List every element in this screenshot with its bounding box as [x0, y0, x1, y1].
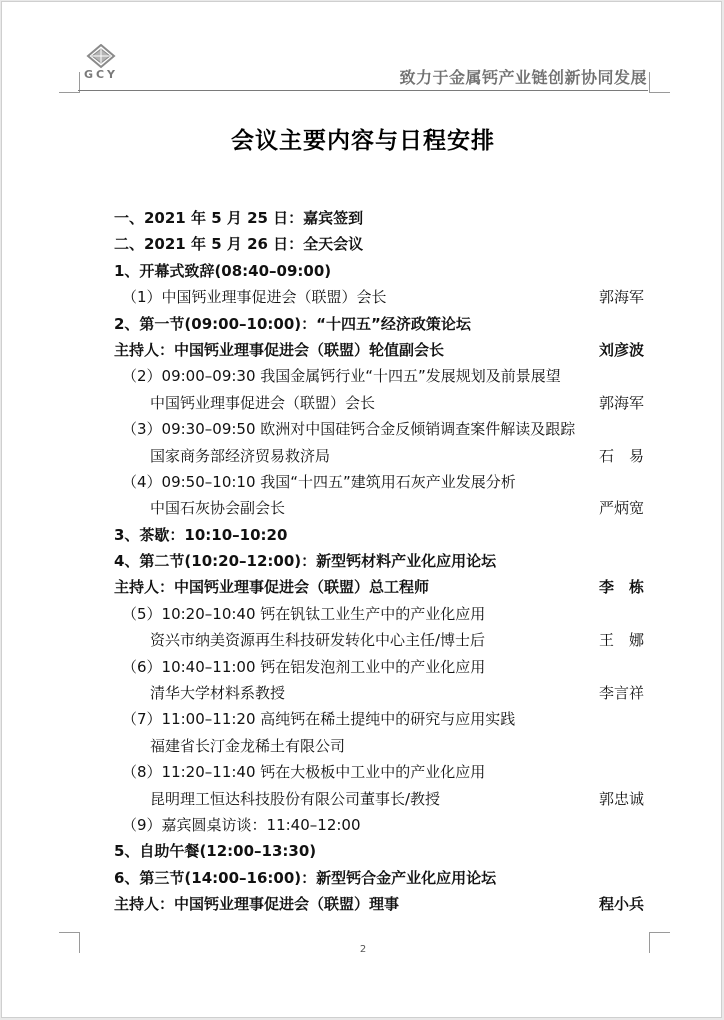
schedule-line-text: 中国钙业理事促进会（联盟）会长 [150, 393, 376, 412]
schedule-line-text: 主持人：中国钙业理事促进会（联盟）轮值副会长 [114, 340, 445, 359]
schedule-line [114, 865, 644, 891]
schedule-line [114, 548, 644, 574]
schedule-line [114, 205, 644, 231]
schedule-line-text: 5、自助午餐(12:00–13:30) [114, 842, 317, 861]
schedule-line [114, 522, 644, 548]
schedule-line-text: （5）10:20–10:40 钙在钒钛工业生产中的产业化应用 [122, 604, 486, 623]
schedule-line-text: 主持人：中国钙业理事促进会（联盟）理事 [114, 895, 400, 914]
schedule-line [114, 363, 644, 389]
schedule-line [114, 231, 644, 257]
speaker-name: 严炳宽 [598, 499, 644, 518]
document-title: 会议主要内容与日程安排 [231, 128, 495, 154]
schedule-line-text: （2）09:00–09:30 我国金属钙行业“十四五”发展规划及前景展望 [122, 367, 561, 386]
schedule-line-text: 3、茶歇：10:10–10:20 [114, 525, 288, 544]
header-rule [78, 90, 648, 91]
schedule-line [114, 416, 644, 442]
schedule-line [114, 733, 644, 759]
schedule-line [114, 654, 644, 680]
schedule-line-text: 福建省长汀金龙稀土有限公司 [150, 736, 346, 755]
schedule-line [114, 706, 644, 732]
logo-text: GCY [83, 68, 119, 80]
crop-mark-top-right [649, 72, 670, 93]
header-slogan: 致力于金属钙产业链创新协同发展 [399, 68, 647, 87]
schedule-line-text: 主持人：中国钙业理事促进会（联盟）总工程师 [114, 578, 430, 597]
schedule-line-text: 资兴市纳美资源再生科技研发转化中心主任/博士后 [150, 631, 486, 650]
speaker-name: 郭忠诚 [598, 789, 644, 808]
schedule-line-text: （9）嘉宾圆桌访谈：11:40–12:00 [122, 815, 361, 834]
schedule-line [114, 258, 644, 284]
speaker-name: 郭海军 [598, 393, 644, 412]
schedule-line [114, 812, 644, 838]
schedule-line-text: 国家商务部经济贸易救济局 [150, 446, 331, 465]
schedule-line-text: 一、2021 年 5 月 25 日：嘉宾签到 [114, 209, 364, 227]
schedule-line [114, 495, 644, 521]
speaker-name: 郭海军 [598, 288, 644, 307]
page-number: 2 [359, 944, 367, 955]
schedule-line-text: 6、第三节(14:00–16:00)：新型钙合金产业化应用论坛 [114, 868, 497, 887]
schedule-line-text: 清华大学材料系教授 [150, 684, 286, 703]
schedule-line [114, 311, 644, 337]
schedule-line-text: 二、2021 年 5 月 26 日：全天会议 [114, 235, 364, 254]
schedule-line [114, 443, 644, 469]
speaker-name: 李言祥 [598, 684, 644, 703]
speaker-name: 石 易 [598, 446, 644, 465]
schedule-line-text: （4）09:50–10:10 我国“十四五”建筑用石灰产业发展分析 [122, 472, 516, 491]
schedule-line [114, 786, 644, 812]
schedule-line [114, 891, 644, 917]
speaker-name: 刘彦波 [598, 340, 644, 359]
schedule-line-text: （6）10:40–11:00 钙在铝发泡剂工业中的产业化应用 [122, 657, 486, 676]
schedule-line-text: 4、第二节(10:20–12:00)：新型钙材料产业化应用论坛 [114, 552, 497, 571]
crop-mark-top-left [59, 72, 80, 93]
speaker-name: 王 娜 [598, 631, 644, 650]
schedule-line-text: （3）09:30–09:50 欧洲对中国硅钙合金反倾销调查案件解读及跟踪 [122, 420, 576, 439]
schedule-line [114, 469, 644, 495]
schedule-line [114, 759, 644, 785]
schedule-line [114, 390, 644, 416]
speaker-name: 李 栋 [598, 578, 644, 597]
schedule-line [114, 627, 644, 653]
schedule-list [114, 205, 644, 918]
schedule-line [114, 601, 644, 627]
schedule-line-text: （7）11:00–11:20 高纯钙在稀土提纯中的研究与应用实践 [122, 710, 516, 729]
schedule-line [114, 838, 644, 864]
schedule-line [114, 337, 644, 363]
schedule-line [114, 680, 644, 706]
schedule-line-text: 2、第一节(09:00–10:00)：“十四五”经济政策论坛 [114, 314, 471, 333]
schedule-line-text: 昆明理工恒达科技股份有限公司董事长/教授 [150, 789, 441, 808]
document-page [1, 1, 722, 1018]
schedule-line-text: 中国石灰协会副会长 [150, 499, 286, 518]
schedule-line [114, 574, 644, 600]
schedule-line [114, 284, 644, 310]
gcy-logo [78, 44, 124, 80]
schedule-line-text: （1）中国钙业理事促进会（联盟）会长 [122, 288, 387, 307]
schedule-line-text: 1、开幕式致辞(08:40–09:00) [114, 261, 332, 280]
speaker-name: 程小兵 [598, 895, 644, 914]
schedule-line-text: （8）11:20–11:40 钙在大极板中工业中的产业化应用 [122, 763, 486, 782]
